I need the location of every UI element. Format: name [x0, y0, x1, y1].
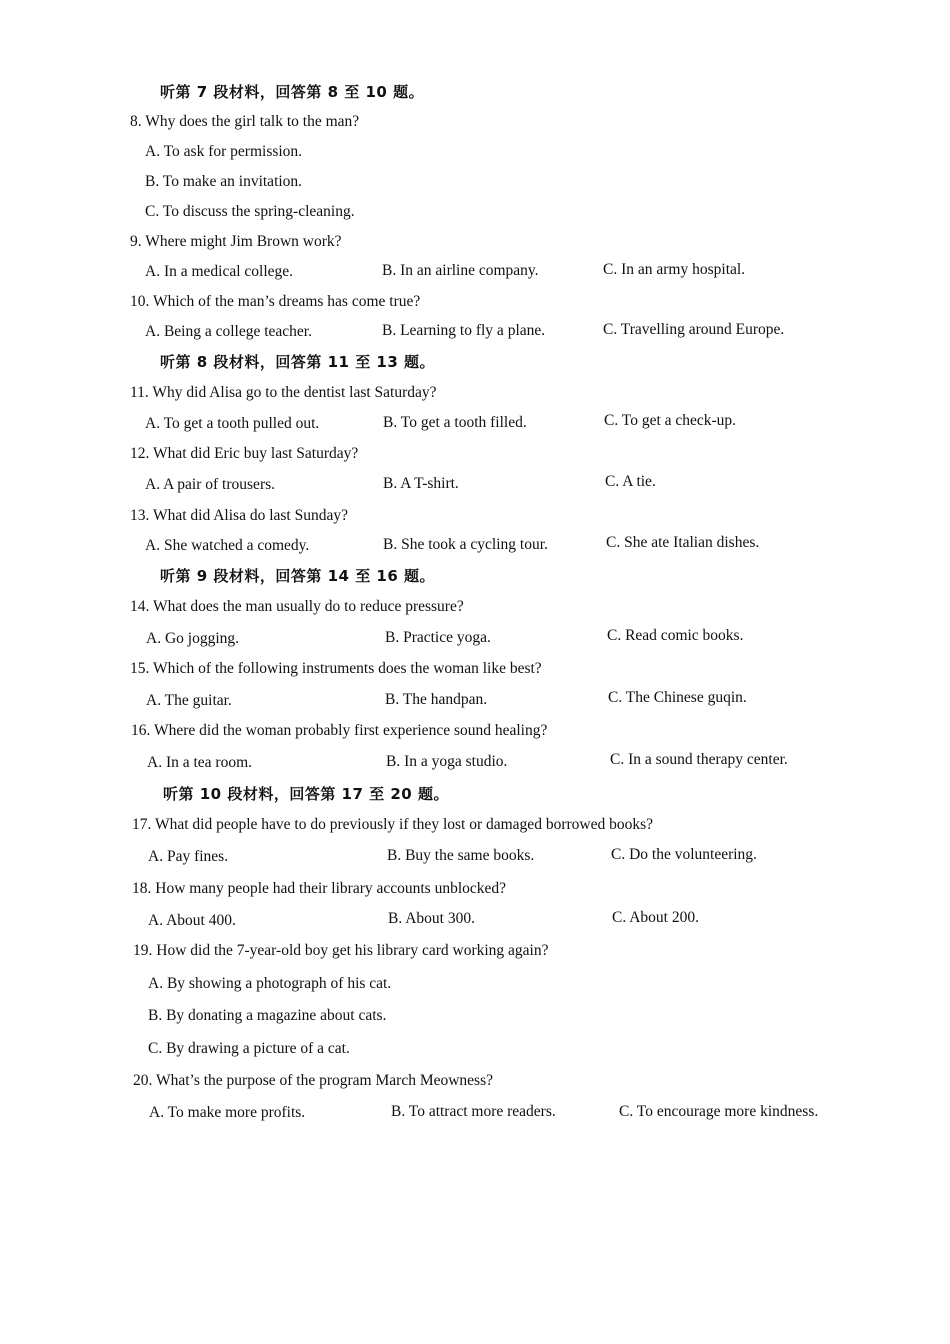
question-13-option-a: A. She watched a comedy. — [145, 537, 310, 554]
question-14-option-c: C. Read comic books. — [607, 627, 744, 644]
question-13-option-b: B. She took a cycling tour. — [383, 536, 548, 553]
question-8-option-c: C. To discuss the spring-cleaning. — [145, 203, 355, 220]
question-14-option-a: A. Go jogging. — [146, 630, 239, 647]
question-14: 14. What does the man usually do to reduce pressure? — [130, 598, 464, 615]
question-18-option-c: C. About 200. — [612, 909, 699, 926]
question-20: 20. What’s the purpose of the program March Meowness? — [133, 1072, 493, 1089]
section-heading-9: 听第 9 段材料，回答第 14 至 16 题。 — [160, 567, 436, 585]
question-11-option-c: C. To get a check-up. — [604, 412, 737, 429]
question-15-option-a: A. The guitar. — [146, 692, 232, 709]
question-8: 8. Why does the girl talk to the man? — [130, 113, 360, 130]
question-9-option-b: B. In an airline company. — [382, 262, 539, 279]
question-10-option-b: B. Learning to fly a plane. — [382, 322, 546, 339]
question-9-option-c: C. In an army hospital. — [603, 261, 746, 278]
question-19-option-a: A. By showing a photograph of his cat. — [148, 975, 392, 992]
question-18-option-b: B. About 300. — [388, 910, 475, 927]
question-8-option-a: A. To ask for permission. — [145, 143, 303, 160]
question-11-option-b: B. To get a tooth filled. — [383, 414, 527, 431]
question-20-option-b: B. To attract more readers. — [391, 1103, 556, 1120]
question-16-option-b: B. In a yoga studio. — [386, 753, 508, 770]
question-12-option-b: B. A T-shirt. — [383, 475, 459, 492]
question-19-option-c: C. By drawing a picture of a cat. — [148, 1040, 350, 1057]
question-14-option-b: B. Practice yoga. — [385, 629, 491, 646]
question-17-option-a: A. Pay fines. — [148, 848, 229, 865]
question-20-option-c: C. To encourage more kindness. — [619, 1103, 819, 1120]
question-8-option-b: B. To make an invitation. — [145, 173, 303, 190]
question-19-option-b: B. By donating a magazine about cats. — [148, 1007, 387, 1024]
question-11: 11. Why did Alisa go to the dentist last Saturday? — [130, 384, 437, 401]
question-20-option-a: A. To make more profits. — [149, 1104, 306, 1121]
question-13: 13. What did Alisa do last Sunday? — [130, 507, 348, 524]
question-12: 12. What did Eric buy last Saturday? — [130, 445, 359, 462]
question-19: 19. How did the 7-year-old boy get his library card working again? — [133, 942, 549, 959]
question-10: 10. Which of the man’s dreams has come true? — [130, 293, 421, 310]
question-18-option-a: A. About 400. — [148, 912, 236, 929]
question-10-option-a: A. Being a college teacher. — [145, 323, 312, 340]
question-16-option-a: A. In a tea room. — [147, 754, 253, 771]
question-17: 17. What did people have to do previously if they lost or damaged borrowed books? — [132, 816, 653, 833]
question-16-option-c: C. In a sound therapy center. — [610, 751, 788, 768]
section-heading-7: 听第 7 段材料，回答第 8 至 10 题。 — [160, 83, 425, 101]
question-13-option-c: C. She ate Italian dishes. — [606, 534, 760, 551]
question-11-option-a: A. To get a tooth pulled out. — [145, 415, 320, 432]
question-18: 18. How many people had their library accounts unblocked? — [132, 880, 507, 897]
question-9: 9. Where might Jim Brown work? — [130, 233, 342, 250]
question-12-option-c: C. A tie. — [605, 473, 656, 490]
question-17-option-c: C. Do the volunteering. — [611, 846, 757, 863]
question-9-option-a: A. In a medical college. — [145, 263, 294, 280]
question-12-option-a: A. A pair of trousers. — [145, 476, 276, 493]
question-15: 15. Which of the following instruments does the woman like best? — [130, 660, 542, 677]
question-10-option-c: C. Travelling around Europe. — [603, 321, 785, 338]
question-16: 16. Where did the woman probably first experience sound healing? — [131, 722, 548, 739]
question-15-option-c: C. The Chinese guqin. — [608, 689, 747, 706]
section-heading-10: 听第 10 段材料，回答第 17 至 20 题。 — [163, 785, 449, 803]
section-heading-8: 听第 8 段材料，回答第 11 至 13 题。 — [160, 353, 436, 371]
question-15-option-b: B. The handpan. — [385, 691, 488, 708]
question-17-option-b: B. Buy the same books. — [387, 847, 535, 864]
